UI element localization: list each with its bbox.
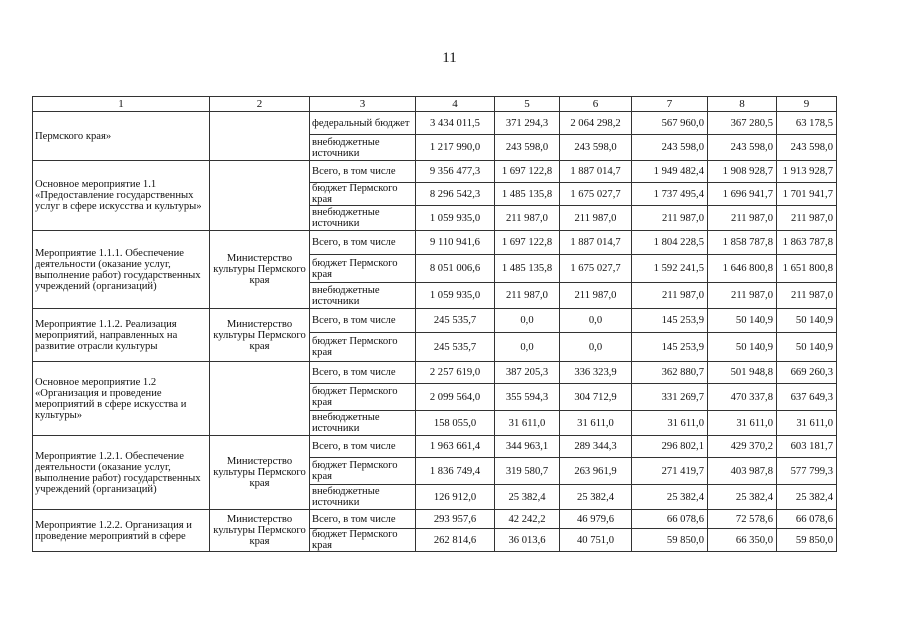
measure-name-cell: Пермского края» — [33, 112, 210, 161]
measure-name-cell: Основное мероприятие 1.2 «Организация и проведение мероприятий в сфере искусства и культуры» — [33, 362, 210, 436]
funding-source-cell: бюджет Пермского края — [310, 384, 416, 411]
amount-cell: 158 055,0 — [416, 411, 495, 436]
column-header: 8 — [708, 97, 777, 112]
amount-cell: 403 987,8 — [708, 458, 777, 485]
amount-cell: 1 836 749,4 — [416, 458, 495, 485]
amount-cell: 271 419,7 — [632, 458, 708, 485]
amount-cell: 59 850,0 — [777, 529, 837, 552]
funding-source-cell: внебюджетные источники — [310, 283, 416, 309]
amount-cell: 9 110 941,6 — [416, 231, 495, 255]
amount-cell: 331 269,7 — [632, 384, 708, 411]
amount-cell: 603 181,7 — [777, 436, 837, 458]
amount-cell: 293 957,6 — [416, 510, 495, 529]
amount-cell: 319 580,7 — [495, 458, 560, 485]
amount-cell: 1 697 122,8 — [495, 231, 560, 255]
amount-cell: 567 960,0 — [632, 112, 708, 135]
responsible-cell — [210, 161, 310, 231]
table-body — [33, 112, 837, 552]
amount-cell: 1 804 228,5 — [632, 231, 708, 255]
amount-cell: 1 217 990,0 — [416, 135, 495, 161]
amount-cell: 304 712,9 — [560, 384, 632, 411]
amount-cell: 211 987,0 — [777, 206, 837, 231]
amount-cell: 1 646 800,8 — [708, 255, 777, 283]
amount-cell: 211 987,0 — [632, 206, 708, 231]
amount-cell: 262 814,6 — [416, 529, 495, 552]
amount-cell: 243 598,0 — [495, 135, 560, 161]
amount-cell: 50 140,9 — [777, 309, 837, 333]
amount-cell: 31 611,0 — [495, 411, 560, 436]
funding-source-cell: Всего, в том числе — [310, 231, 416, 255]
responsible-cell: Министерство культуры Пермского края — [210, 309, 310, 362]
amount-cell: 367 280,5 — [708, 112, 777, 135]
amount-cell: 501 948,8 — [708, 362, 777, 384]
column-header: 7 — [632, 97, 708, 112]
amount-cell: 1 696 941,7 — [708, 183, 777, 206]
funding-source-cell: бюджет Пермского края — [310, 529, 416, 552]
amount-cell: 243 598,0 — [708, 135, 777, 161]
budget-table — [32, 96, 837, 552]
amount-cell: 1 485 135,8 — [495, 255, 560, 283]
amount-cell: 1 675 027,7 — [560, 183, 632, 206]
measure-name-cell: Мероприятие 1.2.1. Обеспечение деятельности (оказание услуг, выполнение работ) государственных учреждений (организаций) — [33, 436, 210, 510]
table-header — [33, 97, 837, 112]
amount-cell: 1 949 482,4 — [632, 161, 708, 183]
column-header: 1 — [33, 97, 210, 112]
amount-cell: 145 253,9 — [632, 333, 708, 362]
funding-source-cell: Всего, в том числе — [310, 362, 416, 384]
amount-cell: 25 382,4 — [708, 485, 777, 510]
amount-cell: 66 078,6 — [632, 510, 708, 529]
amount-cell: 25 382,4 — [560, 485, 632, 510]
amount-cell: 66 350,0 — [708, 529, 777, 552]
funding-source-cell: Всего, в том числе — [310, 309, 416, 333]
amount-cell: 0,0 — [560, 309, 632, 333]
amount-cell: 211 987,0 — [495, 283, 560, 309]
amount-cell: 72 578,6 — [708, 510, 777, 529]
funding-source-cell: внебюджетные источники — [310, 206, 416, 231]
amount-cell: 25 382,4 — [777, 485, 837, 510]
responsible-cell: Министерство культуры Пермского края — [210, 231, 310, 309]
amount-cell: 25 382,4 — [495, 485, 560, 510]
measure-name-cell: Мероприятие 1.2.2. Организация и проведение мероприятий в сфере — [33, 510, 210, 552]
amount-cell: 3 434 011,5 — [416, 112, 495, 135]
table-row — [33, 161, 837, 183]
amount-cell: 0,0 — [560, 333, 632, 362]
amount-cell: 40 751,0 — [560, 529, 632, 552]
amount-cell: 211 987,0 — [708, 206, 777, 231]
amount-cell: 429 370,2 — [708, 436, 777, 458]
amount-cell: 50 140,9 — [708, 333, 777, 362]
amount-cell: 1 887 014,7 — [560, 161, 632, 183]
table-row — [33, 362, 837, 384]
amount-cell: 8 051 006,6 — [416, 255, 495, 283]
funding-source-cell: бюджет Пермского края — [310, 458, 416, 485]
amount-cell: 243 598,0 — [777, 135, 837, 161]
responsible-cell — [210, 112, 310, 161]
amount-cell: 1 887 014,7 — [560, 231, 632, 255]
amount-cell: 31 611,0 — [708, 411, 777, 436]
funding-source-cell: Всего, в том числе — [310, 161, 416, 183]
amount-cell: 1 963 661,4 — [416, 436, 495, 458]
amount-cell: 42 242,2 — [495, 510, 560, 529]
amount-cell: 211 987,0 — [632, 283, 708, 309]
amount-cell: 50 140,9 — [708, 309, 777, 333]
amount-cell: 362 880,7 — [632, 362, 708, 384]
funding-source-cell: внебюджетные источники — [310, 411, 416, 436]
amount-cell: 243 598,0 — [632, 135, 708, 161]
amount-cell: 50 140,9 — [777, 333, 837, 362]
amount-cell: 1 592 241,5 — [632, 255, 708, 283]
funding-source-cell: Всего, в том числе — [310, 510, 416, 529]
amount-cell: 263 961,9 — [560, 458, 632, 485]
amount-cell: 1 858 787,8 — [708, 231, 777, 255]
amount-cell: 1 701 941,7 — [777, 183, 837, 206]
page-number: 11 — [442, 50, 457, 66]
amount-cell: 1 059 935,0 — [416, 283, 495, 309]
amount-cell: 66 078,6 — [777, 510, 837, 529]
header-row — [33, 97, 837, 112]
amount-cell: 355 594,3 — [495, 384, 560, 411]
funding-source-cell: бюджет Пермского края — [310, 255, 416, 283]
amount-cell: 31 611,0 — [777, 411, 837, 436]
responsible-cell: Министерство культуры Пермского края — [210, 436, 310, 510]
amount-cell: 25 382,4 — [632, 485, 708, 510]
amount-cell: 211 987,0 — [560, 206, 632, 231]
amount-cell: 637 649,3 — [777, 384, 837, 411]
column-header: 5 — [495, 97, 560, 112]
amount-cell: 0,0 — [495, 309, 560, 333]
amount-cell: 211 987,0 — [560, 283, 632, 309]
amount-cell: 63 178,5 — [777, 112, 837, 135]
amount-cell: 344 963,1 — [495, 436, 560, 458]
amount-cell: 8 296 542,3 — [416, 183, 495, 206]
column-header: 3 — [310, 97, 416, 112]
amount-cell: 289 344,3 — [560, 436, 632, 458]
column-header: 2 — [210, 97, 310, 112]
amount-cell: 577 799,3 — [777, 458, 837, 485]
amount-cell: 1 737 495,4 — [632, 183, 708, 206]
amount-cell: 36 013,6 — [495, 529, 560, 552]
amount-cell: 1 059 935,0 — [416, 206, 495, 231]
table-row — [33, 309, 837, 333]
column-header: 6 — [560, 97, 632, 112]
amount-cell: 31 611,0 — [632, 411, 708, 436]
table-row — [33, 112, 837, 135]
amount-cell: 470 337,8 — [708, 384, 777, 411]
funding-source-cell: бюджет Пермского края — [310, 333, 416, 362]
column-header: 9 — [777, 97, 837, 112]
amount-cell: 336 323,9 — [560, 362, 632, 384]
funding-source-cell: внебюджетные источники — [310, 135, 416, 161]
column-header: 4 — [416, 97, 495, 112]
amount-cell: 2 257 619,0 — [416, 362, 495, 384]
amount-cell: 2 064 298,2 — [560, 112, 632, 135]
amount-cell: 1 908 928,7 — [708, 161, 777, 183]
table-row — [33, 231, 837, 255]
amount-cell: 1 651 800,8 — [777, 255, 837, 283]
amount-cell: 296 802,1 — [632, 436, 708, 458]
amount-cell: 126 912,0 — [416, 485, 495, 510]
amount-cell: 669 260,3 — [777, 362, 837, 384]
amount-cell: 2 099 564,0 — [416, 384, 495, 411]
funding-source-cell: внебюджетные источники — [310, 485, 416, 510]
amount-cell: 387 205,3 — [495, 362, 560, 384]
responsible-cell — [210, 362, 310, 436]
amount-cell: 211 987,0 — [495, 206, 560, 231]
amount-cell: 245 535,7 — [416, 333, 495, 362]
table-row — [33, 510, 837, 529]
table-row — [33, 436, 837, 458]
amount-cell: 1 485 135,8 — [495, 183, 560, 206]
amount-cell: 1 913 928,7 — [777, 161, 837, 183]
funding-source-cell: бюджет Пермского края — [310, 183, 416, 206]
measure-name-cell: Мероприятие 1.1.1. Обеспечение деятельности (оказание услуг, выполнение работ) государственных учреждений (организаций) — [33, 231, 210, 309]
amount-cell: 9 356 477,3 — [416, 161, 495, 183]
amount-cell: 245 535,7 — [416, 309, 495, 333]
amount-cell: 1 863 787,8 — [777, 231, 837, 255]
amount-cell: 0,0 — [495, 333, 560, 362]
responsible-cell: Министерство культуры Пермского края — [210, 510, 310, 552]
amount-cell: 243 598,0 — [560, 135, 632, 161]
measure-name-cell: Мероприятие 1.1.2. Реализация мероприятий, направленных на развитие отрасли культуры — [33, 309, 210, 362]
amount-cell: 211 987,0 — [708, 283, 777, 309]
amount-cell: 46 979,6 — [560, 510, 632, 529]
amount-cell: 59 850,0 — [632, 529, 708, 552]
amount-cell: 31 611,0 — [560, 411, 632, 436]
amount-cell: 211 987,0 — [777, 283, 837, 309]
funding-source-cell: федеральный бюджет — [310, 112, 416, 135]
amount-cell: 1 675 027,7 — [560, 255, 632, 283]
amount-cell: 371 294,3 — [495, 112, 560, 135]
amount-cell: 1 697 122,8 — [495, 161, 560, 183]
amount-cell: 145 253,9 — [632, 309, 708, 333]
measure-name-cell: Основное мероприятие 1.1 «Предоставление государственных услуг в сфере искусства и культуры» — [33, 161, 210, 231]
funding-source-cell: Всего, в том числе — [310, 436, 416, 458]
